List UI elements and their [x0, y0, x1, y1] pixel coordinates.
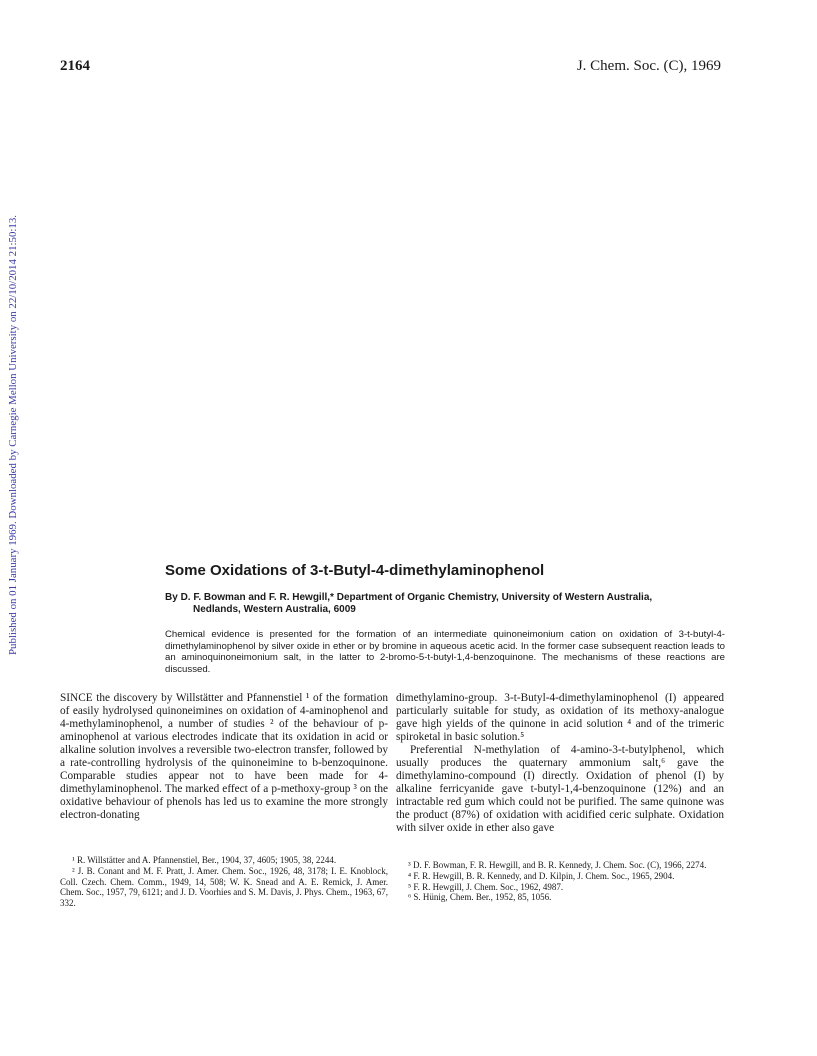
body-column-right [396, 692, 724, 835]
page-number: 2164 [60, 58, 90, 74]
article-title: Some Oxidations of 3-t-Butyl-4-dimethylaminophenol [165, 562, 545, 579]
footnote-2: ² J. B. Conant and M. F. Pratt, J. Amer. Chem. Soc., 1926, 48, 3178; I. E. Knoblock, Coll. Czech. Chem. Comm., 1949, 14, 508; W. K. Snead and A. E. Remick, J. Amer. Chem. Soc., 1957, 79, 6121; and J. D. Voorhies and S. M. Davis, J. Phys. Chem., 1963, 67, 332. [60, 865, 388, 909]
body-paragraph: dimethylamino-group. 3-t-Butyl-4-dimethylaminophenol (I) appeared particularly suitable for study, as oxidation of its methoxy-analogue gave high yields of the quinone in acid solution ⁴ and of the trimeric spiroketal in basic solution.⁵ [396, 692, 724, 743]
footnotes-left [60, 855, 388, 909]
journal-title: J. Chem. Soc. (C), 1969 [576, 58, 721, 74]
footnote-6: ⁶ S. Hünig, Chem. Ber., 1952, 85, 1056. [408, 892, 552, 903]
footnote-1: ¹ R. Willstätter and A. Pfannenstiel, Ber., 1904, 37, 4605; 1905, 38, 2244. [72, 855, 337, 865]
byline-prefix: By [165, 592, 181, 603]
byline [165, 592, 725, 616]
footnote-5: ⁵ F. R. Hewgill, J. Chem. Soc., 1962, 4987. [408, 881, 564, 892]
footnotes-right [396, 860, 724, 903]
byline-and: and [245, 592, 269, 603]
author-bowman: D. F. Bowman [180, 592, 246, 603]
abstract: Chemical evidence is presented for the formation of an intermediate quinoneimonium cation on oxidation of 3-t-butyl-4-dimethylaminophenol by silver oxide in ether or by bromine in aqueous acetic acid. In the former case subsequent reaction leads to an aminoquinoneimonium salt, in the latter to 2-bromo-5-t-butyl-1,4-benzoquinone. The mechanisms of these reactions are discussed. [165, 629, 725, 675]
body-paragraph: Preferential N-methylation of 4-amino-3-t-butylphenol, which usually produces the quaternary ammonium salt,⁶ gave the dimethylamino-compound (I) directly. Oxidation of phenol (I) by alkaline ferricyanide gave t-butyl-1,4-benzoquinone (12%) and an intractable red gum which could not be purified. The same quinone was the product (87%) of oxidation with acidified ceric sulphate. Oxidation with silver oxide in ether also gave [396, 744, 724, 834]
watermark-text: Published on 01 January 1969. Downloaded by Carnegie Mellon University on 22/10/2014 21:50:13. [8, 229, 19, 655]
footnote-4: ⁴ F. R. Hewgill, B. R. Kennedy, and D. Kilpin, J. Chem. Soc., 1965, 2904. [408, 870, 675, 881]
affiliation-line-2: Nedlands, Western Australia, 6009 [193, 604, 356, 615]
footnote-3: ³ D. F. Bowman, F. R. Hewgill, and B. R. Kennedy, J. Chem. Soc. (C), 1966, 2274. [408, 860, 707, 870]
affiliation-line-1: Department of Organic Chemistry, University of Western Australia, [333, 592, 653, 603]
download-watermark [2, 215, 22, 655]
body-column-left [60, 692, 388, 822]
author-hewgill: F. R. Hewgill,* [268, 592, 334, 603]
body-paragraph: SINCE the discovery by Willstätter and Pfannenstiel ¹ of the formation of easily hydrolysed quinoneimines on oxidation of 4-aminophenol and 4-methylaminophenol, a number of studies ² of the behaviour of p-aminophenol at various electrodes indicate that its oxidation in acid or alkaline solution involves a reversible two-electron transfer, followed by a rate-controlling hydrolysis of the quinoneimine to b-benzoquinone. Comparable studies appear not to have been made for 4-dimethylaminophenol. The marked effect of a p-methoxy-group ³ on the oxidative behaviour of phenols has led us to examine the more strongly electron-donating [60, 692, 388, 821]
